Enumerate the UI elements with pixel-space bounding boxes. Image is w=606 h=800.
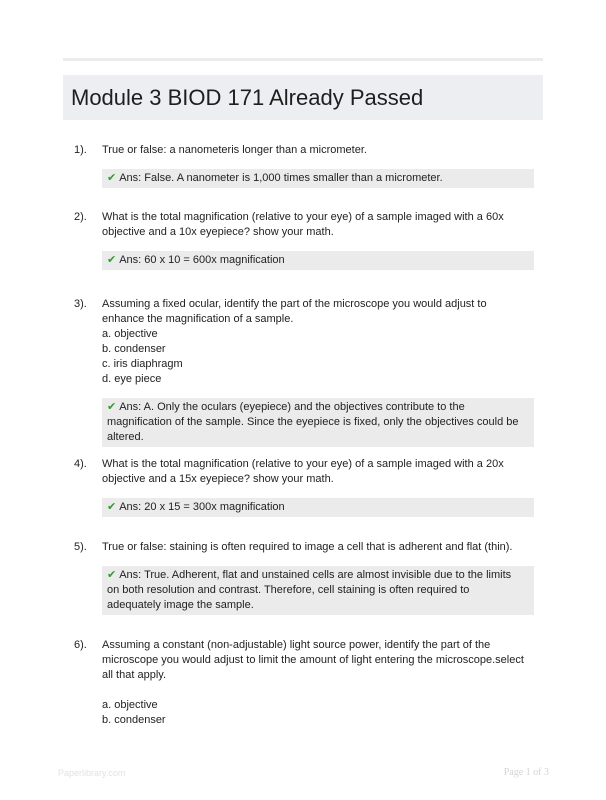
answer-box <box>102 169 534 188</box>
question-number: 5). <box>74 541 87 553</box>
question-5 <box>0 540 606 638</box>
question-list <box>0 143 606 728</box>
option-b: b. condenser <box>102 714 166 726</box>
question-2 <box>0 210 606 297</box>
answer-box <box>102 251 534 270</box>
question-text: What is the total magnification (relative to your eye) of a sample imaged with a 60x objective and a 10x eyepiece? show your math. <box>102 211 504 238</box>
question-6 <box>0 638 606 728</box>
answer-box <box>102 398 534 447</box>
question-3 <box>0 297 606 457</box>
question-number: 2). <box>74 211 87 223</box>
question-text: True or false: a nanometeris longer than a micrometer. <box>102 144 367 156</box>
option-a: a. objective <box>102 328 158 340</box>
question-number: 1). <box>74 144 87 156</box>
answer-box <box>102 498 534 517</box>
page-number: Page 1 of 3 <box>503 767 549 778</box>
answer-text: Ans: 20 x 15 = 300x magnification <box>119 501 285 513</box>
check-icon: ✔ <box>107 501 117 513</box>
check-icon: ✔ <box>107 569 117 581</box>
answer-text: Ans: True. Adherent, flat and unstained cells are almost invisible due to the limits on both resolution and contrast. Therefore, cell staining is often required to adequately image the sample. <box>107 569 512 611</box>
question-text: Assuming a constant (non-adjustable) light source power, identify the part of the microscope you would adjust to limit the amount of light entering the microscope.select all that apply. <box>102 639 524 681</box>
answer-box <box>102 566 534 615</box>
check-icon: ✔ <box>107 254 117 266</box>
question-text: True or false: staining is often required to image a cell that is adherent and flat (thin). <box>102 541 513 553</box>
title-bar <box>63 75 543 120</box>
option-c: c. iris diaphragm <box>102 358 183 370</box>
check-icon: ✔ <box>107 172 117 184</box>
question-text: What is the total magnification (relative to your eye) of a sample imaged with a 20x objective and a 15x eyepiece? show your math. <box>102 458 504 485</box>
question-4 <box>0 457 606 540</box>
page-title: Module 3 BIOD 171 Already Passed <box>71 85 424 110</box>
question-number: 4). <box>74 458 87 470</box>
question-1 <box>0 143 606 210</box>
question-number: 6). <box>74 639 87 651</box>
top-divider <box>63 58 543 61</box>
answer-text: Ans: False. A nanometer is 1,000 times smaller than a micrometer. <box>119 172 443 184</box>
option-b: b. condenser <box>102 343 166 355</box>
answer-text: Ans: 60 x 10 = 600x magnification <box>119 254 285 266</box>
option-d: d. eye piece <box>102 373 162 385</box>
question-text: Assuming a fixed ocular, identify the part of the microscope you would adjust to enhance the magnification of a sample. <box>102 298 487 325</box>
question-number: 3). <box>74 298 87 310</box>
option-a: a. objective <box>102 699 158 711</box>
check-icon: ✔ <box>107 401 117 413</box>
footer-watermark: Paperlibrary.com <box>58 768 126 778</box>
answer-text: Ans: A. Only the oculars (eyepiece) and the objectives contribute to the magnification of the sample. Since the eyepiece is fixed, only the objectives could be altered. <box>107 401 519 443</box>
